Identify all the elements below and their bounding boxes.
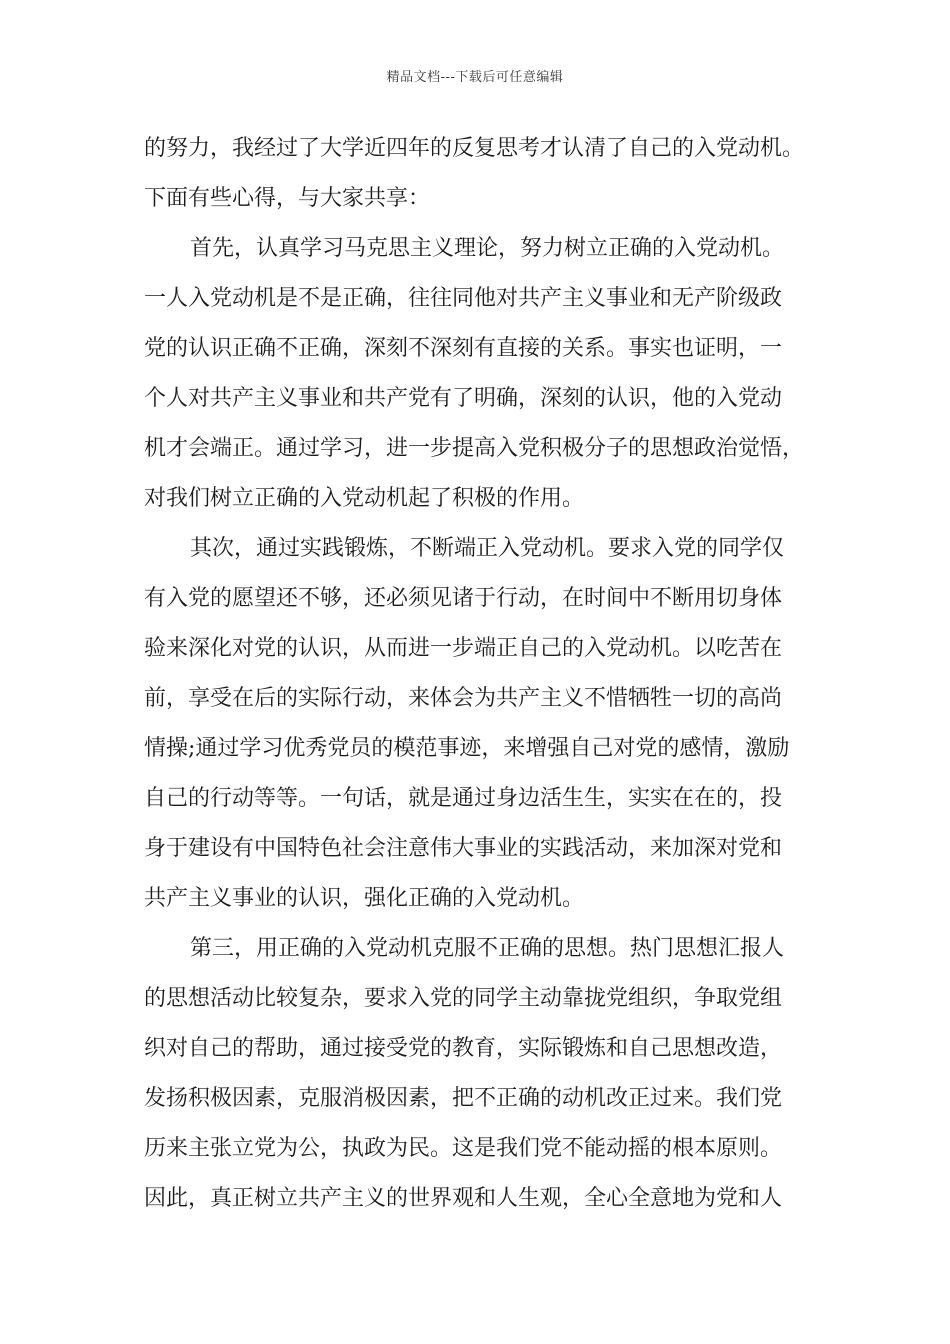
text-line: 发扬积极因素，克服消极因素，把不正确的动机改正过来。我们党	[144, 1086, 783, 1111]
text-line: 情操;通过学习优秀党员的模范事迹，来增强自己对党的感情，激励	[144, 736, 790, 761]
text-line: 共产主义事业的认识，强化正确的入党动机。	[144, 886, 585, 911]
text-line: 历来主张立党为公，执政为民。这是我们党不能动摇的根本原则。	[144, 1136, 783, 1161]
text-line: 前，享受在后的实际行动，来体会为共产主义不惜牺牲一切的高尚	[144, 686, 783, 711]
text-line: 机才会端正。通过学习，进一步提高入党积极分子的思想政治觉悟，	[144, 436, 805, 461]
text-line: 自己的行动等等。一句话，就是通过身边活生生，实实在在的，投	[144, 786, 783, 811]
text-line: 有入党的愿望还不够，还必须见诸于行动，在时间中不断用切身体	[144, 586, 783, 611]
text-line: 对我们树立正确的入党动机起了积极的作用。	[144, 486, 585, 511]
page-header: 精品文档---下载后可任意编辑	[386, 70, 564, 85]
document-body	[144, 124, 809, 1224]
text-line: 验来深化对党的认识，从而进一步端正自己的入党动机。以吃苦在	[144, 636, 783, 661]
text-line: 身于建设有中国特色社会注意伟大事业的实践活动，来加深对党和	[144, 836, 783, 861]
text-line: 个人对共产主义事业和共产党有了明确，深刻的认识，他的入党动	[144, 386, 783, 411]
text-line: 的努力，我经过了大学近四年的反复思考才认清了自己的入党动机。	[144, 136, 805, 161]
text-line: 党的认识正确不正确，深刻不深刻有直接的关系。事实也证明，一	[144, 336, 783, 361]
text-line: 下面有些心得，与大家共享：	[144, 186, 431, 211]
paragraph-first-line: 首先，认真学习马克思主义理论，努力树立正确的入党动机。	[190, 236, 785, 261]
text-line: 织对自己的帮助，通过接受党的教育，实际锻炼和自己思想改造，	[144, 1036, 783, 1061]
text-line: 一人入党动机是不是正确，往往同他对共产主义事业和无产阶级政	[144, 286, 783, 311]
text-line: 因此，真正树立共产主义的世界观和人生观，全心全意地为党和人	[144, 1186, 783, 1211]
text-line: 的思想活动比较复杂，要求入党的同学主动靠拢党组织，争取党组	[144, 986, 783, 1011]
paragraph-first-line: 第三，用正确的入党动机克服不正确的思想。热门思想汇报人	[190, 936, 785, 961]
paragraph-first-line: 其次，通过实践锻炼，不断端正入党动机。要求入党的同学仅	[190, 536, 785, 561]
